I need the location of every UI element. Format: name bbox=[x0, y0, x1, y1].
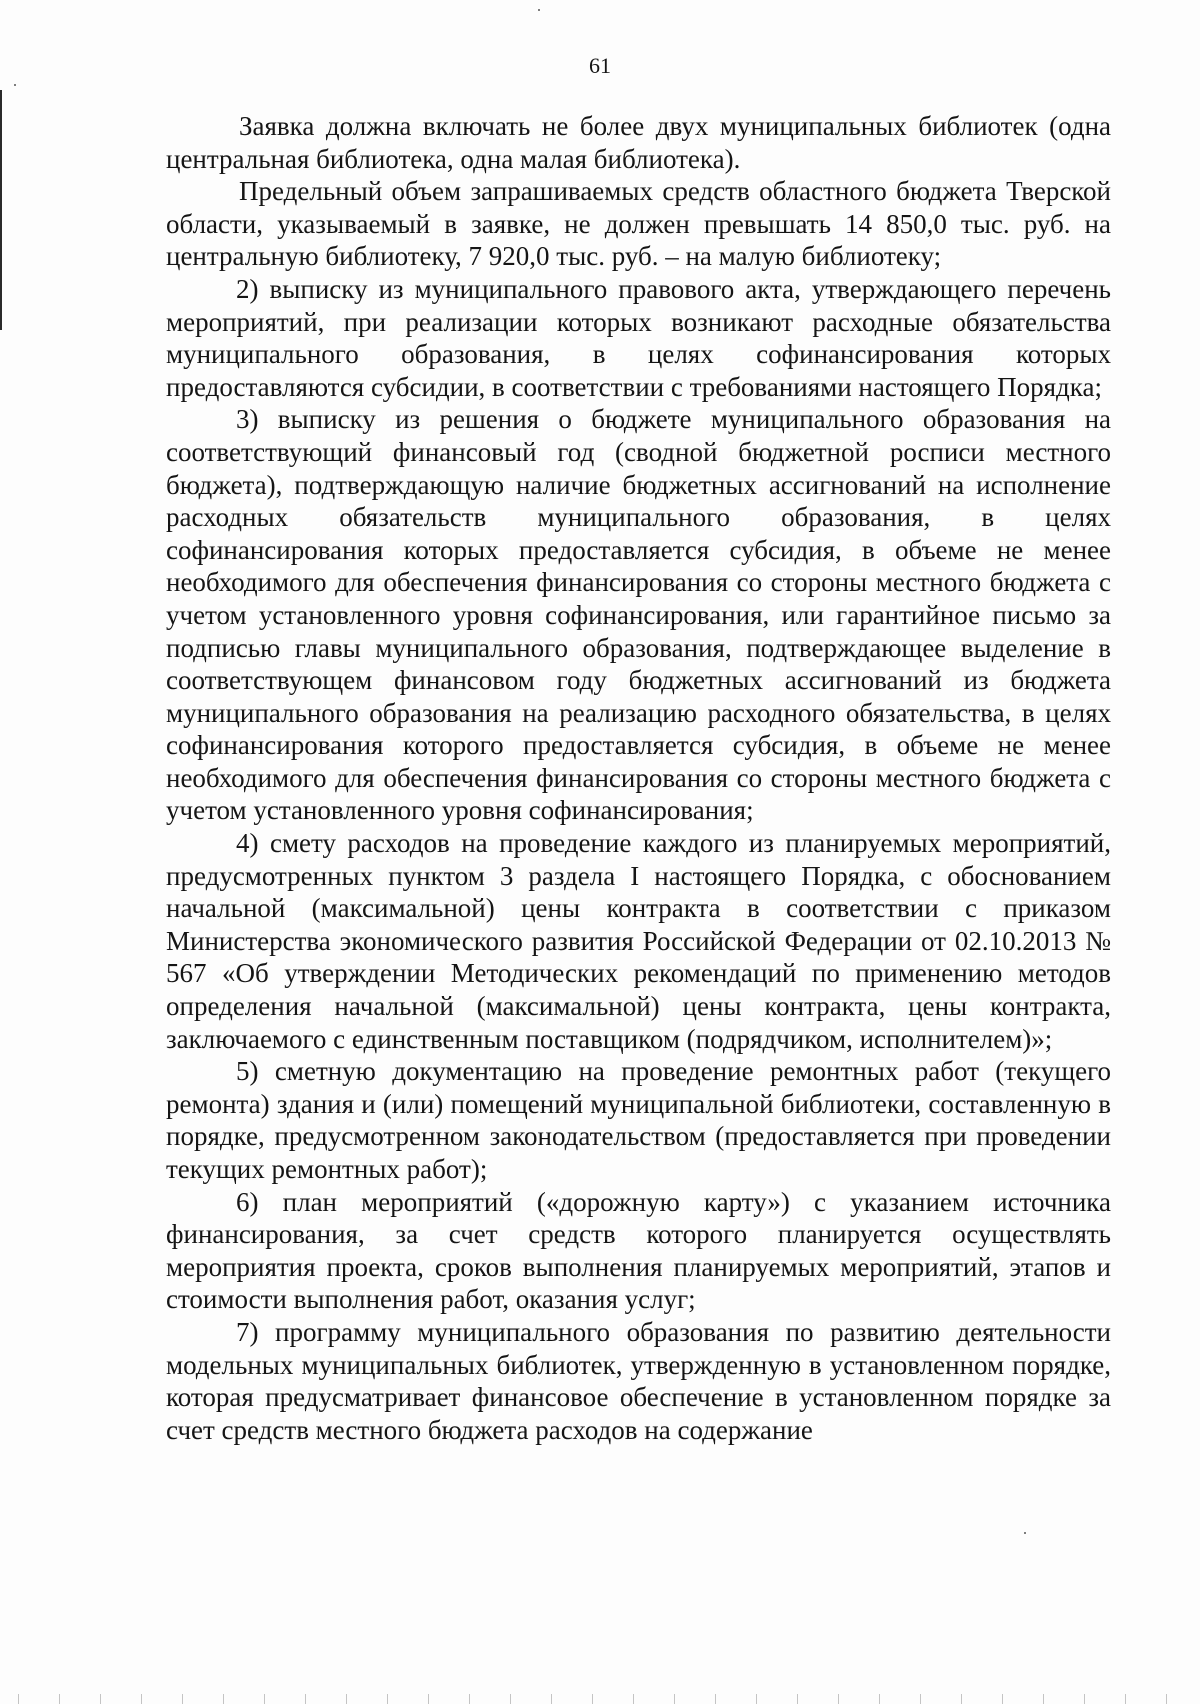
paragraph: Предельный объем запрашиваемых средств областного бюджета Тверской области, указываемый в заявке, не должен превышать 14 850,0 тыс. руб. на центральную библиотеку, 7 920,0 тыс. руб. – на малую библиотеку; bbox=[166, 176, 1111, 272]
list-item-paragraph: 6) план мероприятий («дорожную карту») с указанием источника финансирования, за счет средств которого планируется осуществлять мероприятия проекта, сроков выполнения планируемых мероприятий, этапов и стоимости выполнения работ, оказания услуг; bbox=[166, 1186, 1111, 1315]
scan-edge-mark bbox=[0, 90, 2, 330]
page-number: 61 bbox=[589, 53, 611, 78]
paragraph: Заявка должна включать не более двух муниципальных библиотек (одна центральная библиотека, одна малая библиотека). bbox=[166, 111, 1111, 174]
list-item-paragraph: 3) выписку из решения о бюджете муниципального образования на соответствующий финансовый год (сводной бюджетной росписи местного бюджета), подтверждающую наличие бюджетных ассигнований на исполнение расходных обязательств муниципального образования, в целях софинансирования которых предоставляется субсидия, в объеме не менее необходимого для обеспечения финансирования со стороны местного бюджета с учетом установленного уровня софинансирования, или гарантийное письмо за подписью главы муниципального образования, подтверждающее выделение в соответствующем финансовом году бюджетных ассигнований из бюджета муниципального образования на реализацию расходного обязательства, в целях софинансирования которого предоставляется субсидия, в объеме не менее необходимого для обеспечения финансирования со стороны местного бюджета с учетом установленного уровня софинансирования; bbox=[166, 404, 1111, 826]
list-item-paragraph: 4) смету расходов на проведение каждого из планируемых мероприятий, предусмотренных пунктом 3 раздела I настоящего Порядка, с обоснованием начальной (максимальной) цены контракта в соответствии с приказом Министерства экономического развития Российской Федерации от 02.10.2013 № 567 «Об утверждении Методических рекомендаций по применению методов определения начальной (максимальной) цены контракта, цены контракта, заключаемого с единственным поставщиком (подрядчиком, исполнителем)»; bbox=[166, 828, 1111, 1054]
list-item-paragraph: 2) выписку из муниципального правового акта, утверждающего перечень мероприятий, при реализации которых возникают расходные обязательства муниципального образования, в целях софинансирования которых предоставляются субсидии, в соответствии с требованиями настоящего Порядка; bbox=[166, 273, 1111, 402]
list-item-paragraph: 5) сметную документацию на проведение ремонтных работ (текущего ремонта) здания и (или) помещений муниципальной библиотеки, составленную в порядке, предусмотренном законодательством (предоставляется при проведении текущих ремонтных работ); bbox=[166, 1056, 1111, 1184]
scan-speck bbox=[1024, 1532, 1026, 1534]
list-item-paragraph: 7) программу муниципального образования по развитию деятельности модельных муниципальных библиотек, утвержденную в установленном порядке, которая предусматривает финансовое обеспечение в установленном порядке за счет средств местного бюджета расходов на содержание bbox=[166, 1316, 1111, 1445]
scan-speck bbox=[538, 9, 540, 11]
scan-speck bbox=[14, 84, 16, 86]
document-body bbox=[166, 110, 1111, 1446]
scan-bottom-edge bbox=[0, 1694, 1200, 1704]
